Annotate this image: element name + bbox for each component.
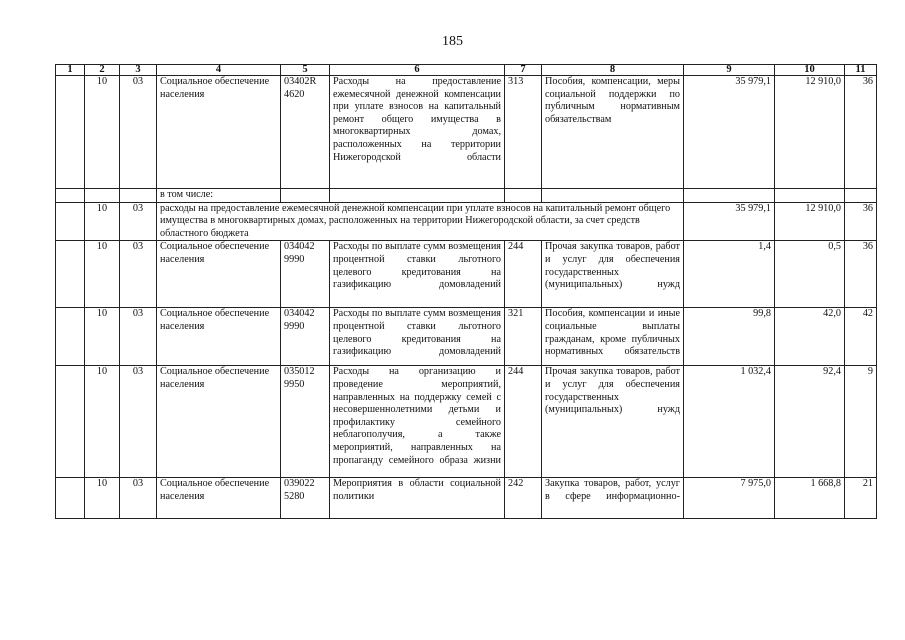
cell-subsection: 03	[120, 202, 157, 241]
cell-amount-2: 12 910,0	[775, 76, 845, 189]
cell-percent: 36	[845, 241, 877, 308]
cell-percent: 42	[845, 308, 877, 366]
subheading-label: в том числе:	[157, 189, 281, 203]
cell-subsection: 03	[120, 241, 157, 308]
cell-section: 10	[85, 308, 120, 366]
cell-section: 10	[85, 478, 120, 519]
column-header: 8	[542, 65, 684, 76]
cell-amount-2: 0,5	[775, 241, 845, 308]
cell-type-name: Пособия, компенсации и иные социальные выплаты гражданам, кроме публичных нормативных обязательств	[542, 308, 684, 366]
cell-target-code: 034042 9990	[281, 308, 330, 366]
cell-expense-name: Мероприятия в области социальной политики	[330, 478, 505, 519]
budget-table	[55, 64, 877, 519]
cell-percent: 36	[845, 76, 877, 189]
cell-subsection: 03	[120, 76, 157, 189]
cell-section-name: Социальное обеспечение населения	[157, 478, 281, 519]
column-header: 10	[775, 65, 845, 76]
cell-type-name: Пособия, компенсации, меры социальной поддержки по публичным нормативным обязательствам	[542, 76, 684, 189]
cell-type-name: Закупка товаров, работ, услуг в сфере информационно-	[542, 478, 684, 519]
cell-empty	[56, 478, 85, 519]
cell-section-name: Социальное обеспечение населения	[157, 308, 281, 366]
cell-target-code: 03402R 4620	[281, 76, 330, 189]
cell-amount: 35 979,1	[684, 76, 775, 189]
cell-subsection: 03	[120, 478, 157, 519]
cell-type-name: Прочая закупка товаров, работ и услуг для обеспечения государственных (муниципальных) нужд	[542, 366, 684, 478]
column-header: 11	[845, 65, 877, 76]
cell-amount: 7 975,0	[684, 478, 775, 519]
table-row	[56, 241, 877, 308]
cell-empty	[56, 202, 85, 241]
cell-expense-name: Расходы на организацию и проведение мероприятий, направленных на поддержку семей с несовершеннолетними детьми и профилактику семейного неблагополучия, а также мероприятий, направленных на пропаганду семейного образа жизни	[330, 366, 505, 478]
cell-empty	[56, 366, 85, 478]
table-row	[56, 478, 877, 519]
cell-section: 10	[85, 202, 120, 241]
cell-percent: 21	[845, 478, 877, 519]
column-header: 6	[330, 65, 505, 76]
column-header: 9	[684, 65, 775, 76]
cell-target-code: 034042 9990	[281, 241, 330, 308]
cell-type-code: 313	[505, 76, 542, 189]
cell-section-name: Социальное обеспечение населения	[157, 241, 281, 308]
cell-amount: 1 032,4	[684, 366, 775, 478]
cell-type-code: 244	[505, 366, 542, 478]
cell-expense-name: Расходы по выплате сумм возмещения процентной ставки льготного целевого кредитования на газификацию домовладений	[330, 308, 505, 366]
cell-amount-2: 12 910,0	[775, 202, 845, 241]
cell-type-code: 244	[505, 241, 542, 308]
column-header: 3	[120, 65, 157, 76]
cell-amount: 35 979,1	[684, 202, 775, 241]
cell-expense-name: Расходы по выплате сумм возмещения процентной ставки льготного целевого кредитования на газификацию домовладений	[330, 241, 505, 308]
cell-type-code: 242	[505, 478, 542, 519]
header-row	[56, 65, 877, 76]
cell-section-name: Социальное обеспечение населения	[157, 366, 281, 478]
column-header: 5	[281, 65, 330, 76]
cell-percent: 9	[845, 366, 877, 478]
cell-section: 10	[85, 76, 120, 189]
column-header: 4	[157, 65, 281, 76]
cell-empty	[56, 76, 85, 189]
cell-empty	[56, 308, 85, 366]
column-header: 2	[85, 65, 120, 76]
cell-section-name: Социальное обеспечение населения	[157, 76, 281, 189]
cell-merged-description: расходы на предоставление ежемесячной денежной компенсации при уплате взносов на капитальный ремонт общего имущества в многоквартирных домах, расположенных на территории Нижегородской области, за счет средств областного бюджета	[157, 202, 684, 241]
cell-target-code: 039022 5280	[281, 478, 330, 519]
cell-target-code: 035012 9950	[281, 366, 330, 478]
table-row	[56, 366, 877, 478]
cell-subsection: 03	[120, 308, 157, 366]
cell-percent: 36	[845, 202, 877, 241]
cell-type-code: 321	[505, 308, 542, 366]
table-row	[56, 76, 877, 189]
table-row	[56, 202, 877, 241]
cell-subsection: 03	[120, 366, 157, 478]
column-header: 1	[56, 65, 85, 76]
cell-amount: 1,4	[684, 241, 775, 308]
cell-amount-2: 1 668,8	[775, 478, 845, 519]
page-number: 185	[442, 34, 463, 49]
column-header: 7	[505, 65, 542, 76]
cell-amount: 99,8	[684, 308, 775, 366]
cell-amount-2: 42,0	[775, 308, 845, 366]
table-row-subheading	[56, 189, 877, 203]
table-row	[56, 308, 877, 366]
cell-section: 10	[85, 366, 120, 478]
cell-type-name: Прочая закупка товаров, работ и услуг для обеспечения государственных (муниципальных) нужд	[542, 241, 684, 308]
cell-amount-2: 92,4	[775, 366, 845, 478]
cell-expense-name: Расходы на предоставление ежемесячной денежной компенсации при уплате взносов на капитальный ремонт общего имущества в многоквартирных домах, расположенных на территории Нижегородской области	[330, 76, 505, 189]
cell-section: 10	[85, 241, 120, 308]
cell-empty	[56, 241, 85, 308]
